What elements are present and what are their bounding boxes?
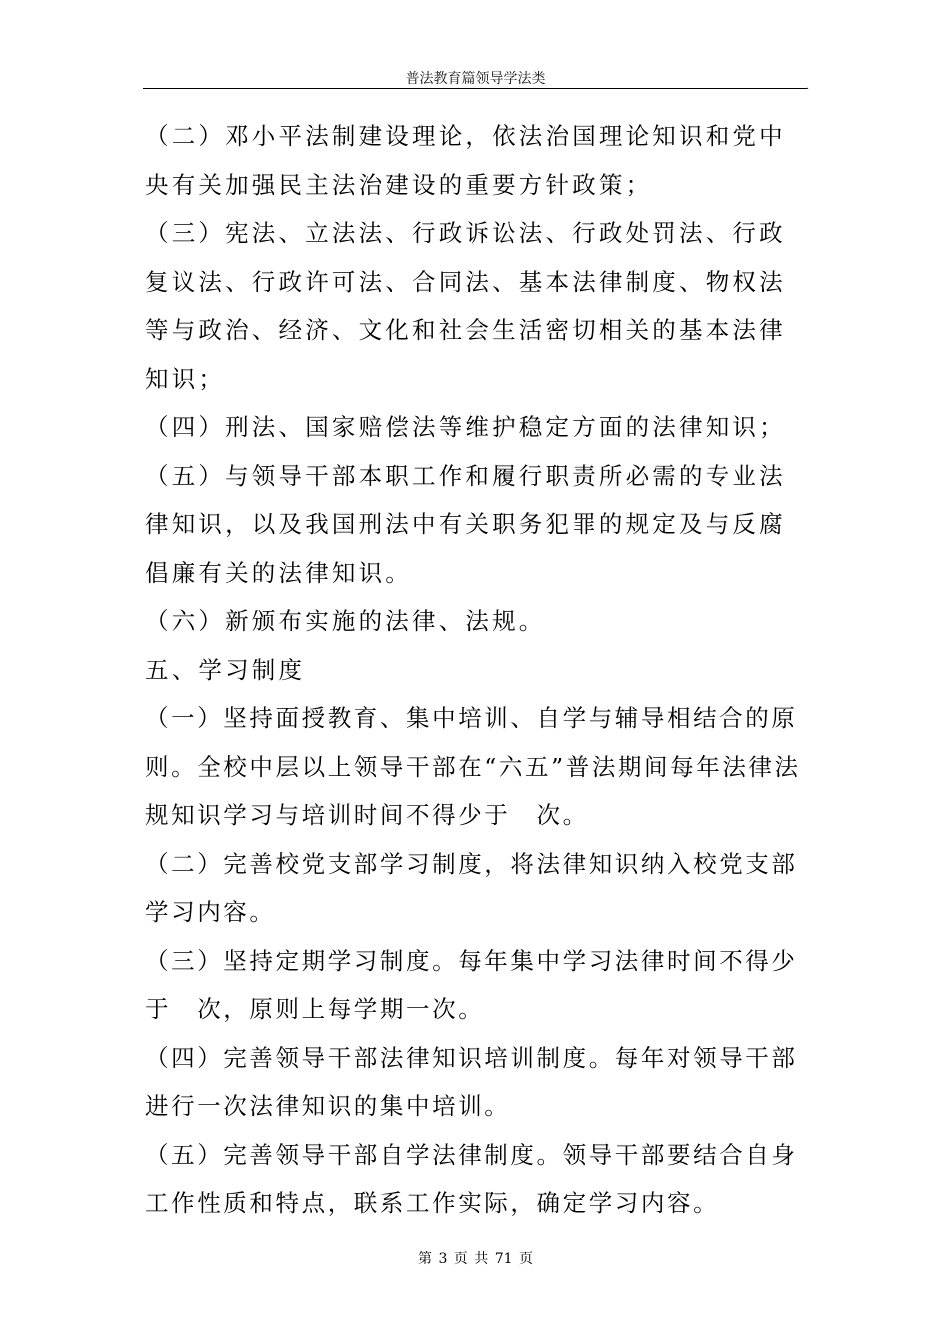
paragraph: （四）完善领导干部法律知识培训制度。每年对领导干部进行一次法律知识的集中培训。 [145, 1043, 798, 1120]
page-number: 第 3 页 共 71 页 [418, 1251, 533, 1267]
header-divider [143, 88, 808, 89]
document-body [145, 112, 810, 1228]
paragraph: （三）坚持定期学习制度。每年集中学习法律时间不得少于 次，原则上每学期一次。 [145, 946, 798, 1023]
paragraph: （三）宪法、立法法、行政诉讼法、行政处罚法、行政复议法、行政许可法、合同法、基本法律制度、物权法等与政治、经济、文化和社会生活密切相关的基本法律知识； [145, 219, 786, 393]
paragraph: （二）邓小平法制建设理论，依法治国理论知识和党中央有关加强民主法治建设的重要方针政策； [145, 122, 786, 199]
paragraph: （四）刑法、国家赔偿法等维护稳定方面的法律知识； [145, 413, 786, 441]
page-header-title: 普法教育篇领导学法类 [405, 71, 546, 87]
header-end-mark: . [806, 81, 810, 92]
paragraph: （五）与领导干部本职工作和履行职责所必需的专业法律知识，以及我国刑法中有关职务犯罪的规定及与反腐倡廉有关的法律知识。 [145, 461, 786, 587]
section-heading: 五、学习制度 [145, 655, 306, 684]
paragraph: （五）完善领导干部自学法律制度。领导干部要结合自身工作性质和特点，联系工作实际，确定学习内容。 [145, 1140, 798, 1217]
paragraph: （六）新颁布实施的法律、法规。 [145, 607, 546, 635]
paragraph: （二）完善校党支部学习制度，将法律知识纳入校党支部学习内容。 [145, 849, 798, 926]
paragraph: （一）坚持面授教育、集中培训、自学与辅导相结合的原则。全校中层以上领导干部在“六五”普法期间每年法律法规知识学习与培训时间不得少于 次。 [145, 704, 801, 829]
